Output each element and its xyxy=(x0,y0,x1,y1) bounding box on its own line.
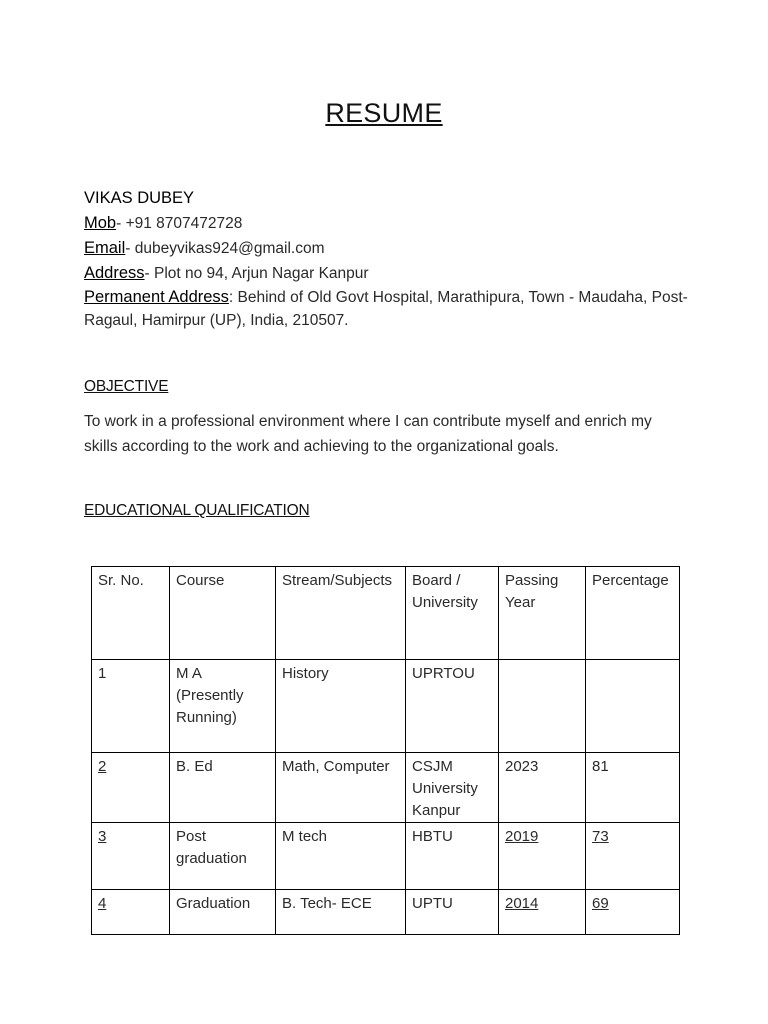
email-line xyxy=(84,236,704,261)
table-row xyxy=(92,660,680,753)
table-cell: 3 xyxy=(92,823,170,890)
table-cell: CSJM University Kanpur xyxy=(406,753,499,823)
table-cell: 73 xyxy=(586,823,680,890)
mobile-value: - +91 8707472728 xyxy=(116,215,243,232)
address-line xyxy=(84,261,704,286)
mobile-label: Mob xyxy=(84,214,117,232)
address-value: - Plot no 94, Arjun Nagar Kanpur xyxy=(144,265,369,282)
table-row xyxy=(92,890,680,935)
header-cell: Stream/Subjects xyxy=(276,567,406,660)
table-header-row xyxy=(92,567,680,660)
header-cell: Percentage xyxy=(586,567,680,660)
table-cell: UPRTOU xyxy=(406,660,499,753)
permanent-address-line xyxy=(84,286,704,332)
table-cell xyxy=(586,660,680,753)
objective-text: To work in a professional environment where I can contribute myself and enrich my skills according to the work and achieving to the organizational goals. xyxy=(84,413,652,455)
table-cell: M tech xyxy=(276,823,406,890)
table-cell: 2 xyxy=(92,753,170,823)
address-label: Address xyxy=(84,264,145,282)
permanent-address-value: : Behind of Old Govt Hospital, Marathipura, Town - Maudaha, Post-Ragaul, Hamirpur (UP), India, 210507. xyxy=(84,289,688,329)
email-label: Email xyxy=(84,239,126,257)
table-cell: 4 xyxy=(92,890,170,935)
objective-heading: OBJECTIVE xyxy=(84,378,169,395)
page-title: RESUME xyxy=(325,98,443,128)
table-cell: Post graduation xyxy=(170,823,276,890)
table-cell: M A (Presently Running) xyxy=(170,660,276,753)
table-cell: HBTU xyxy=(406,823,499,890)
contact-block xyxy=(84,186,704,332)
permanent-address-label: Permanent Address xyxy=(84,288,229,306)
table-cell xyxy=(499,660,586,753)
table-cell: Math, Computer xyxy=(276,753,406,823)
applicant-name xyxy=(84,186,704,211)
header-cell: Board / University xyxy=(406,567,499,660)
table-cell: 69 xyxy=(586,890,680,935)
table-cell: Graduation xyxy=(170,890,276,935)
table-cell: UPTU xyxy=(406,890,499,935)
name-text: VIKAS DUBEY xyxy=(84,189,195,207)
email-value: - dubeyvikas924@gmail.com xyxy=(125,240,325,257)
header-cell: Passing Year xyxy=(499,567,586,660)
table-cell: B. Tech- ECE xyxy=(276,890,406,935)
table-cell: 2014 xyxy=(499,890,586,935)
table-cell: History xyxy=(276,660,406,753)
table-cell: 2023 xyxy=(499,753,586,823)
education-heading: EDUCATIONAL QUALIFICATION xyxy=(84,502,310,519)
table-row xyxy=(92,753,680,823)
education-table xyxy=(91,566,680,935)
header-cell: Course xyxy=(170,567,276,660)
table-cell: 81 xyxy=(586,753,680,823)
table-cell: 2019 xyxy=(499,823,586,890)
table-row xyxy=(92,823,680,890)
table-cell: B. Ed xyxy=(170,753,276,823)
mobile-line xyxy=(84,211,704,236)
header-cell: Sr. No. xyxy=(92,567,170,660)
table-cell: 1 xyxy=(92,660,170,753)
